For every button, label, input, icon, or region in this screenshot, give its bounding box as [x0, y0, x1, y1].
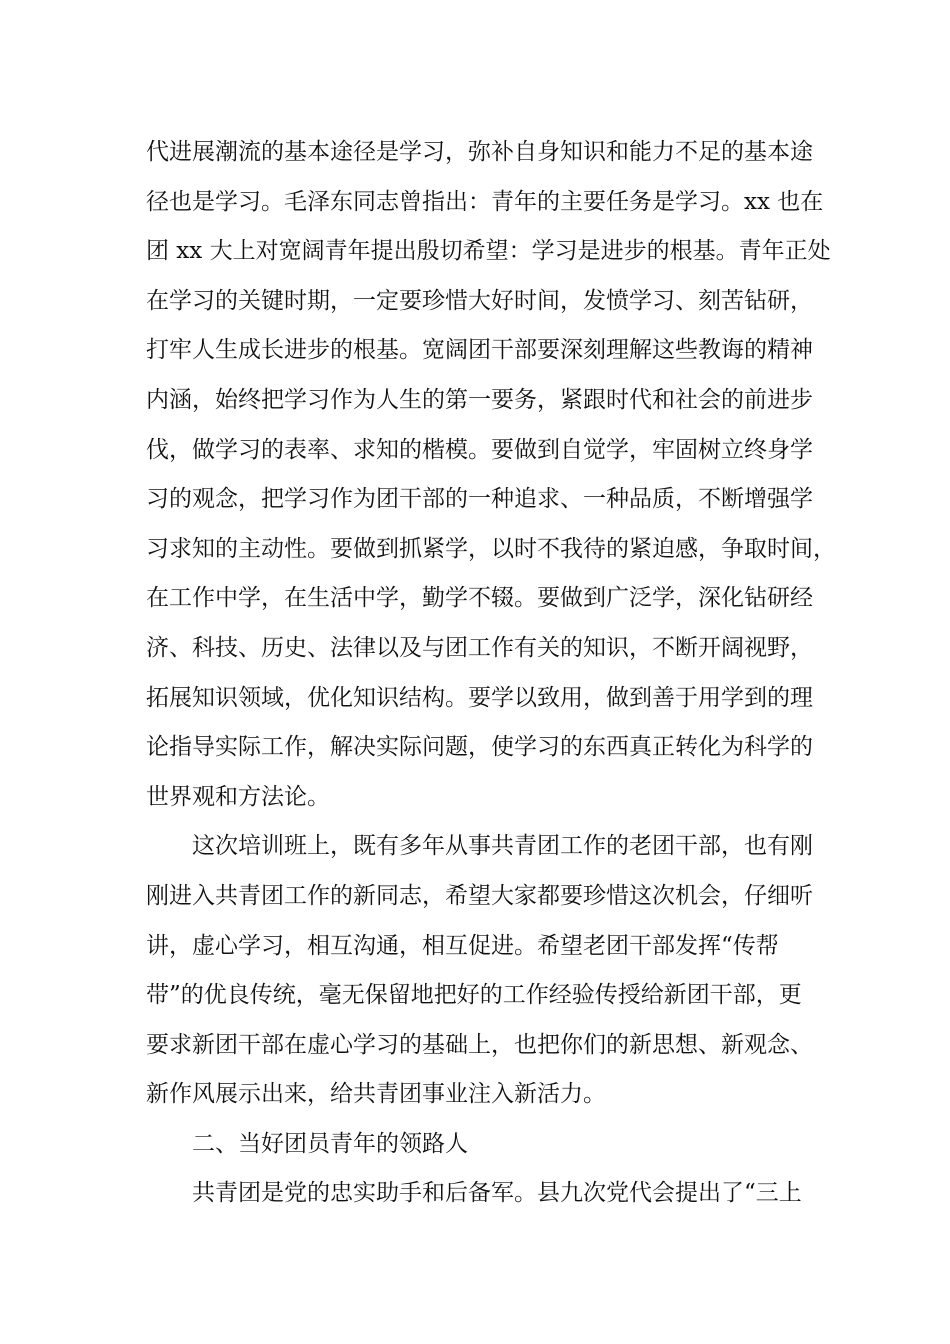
- text-line: 径也是学习。毛泽东同志曾指出：青年的主要任务是学习。xx 也在: [146, 188, 824, 215]
- text-line: 代进展潮流的基本途径是学习，弥补自身知识和能力不足的基本途: [146, 139, 813, 165]
- text-line: 习求知的主动性。要做到抓紧学，以时不我待的紧迫感，争取时间，: [146, 535, 836, 562]
- text-line: 论指导实际工作，解决实际问题，使学习的东西真正转化为科学的: [146, 734, 813, 761]
- text-line: 带”的优良传统，毫无保留地把好的工作经验传授给新团干部，更: [146, 982, 802, 1009]
- text-line: 刚进入共青团工作的新同志，希望大家都要珍惜这次机会，仔细听: [146, 882, 813, 909]
- text-line: 要求新团干部在虚心学习的基础上，也把你们的新思想、新观念、: [146, 1031, 813, 1058]
- document-body: [146, 128, 836, 1219]
- text-line: 济、科技、历史、法律以及与团工作有关的知识，不断开阔视野，: [146, 634, 813, 661]
- section-heading: 二、当好团员青年的领路人: [192, 1130, 468, 1157]
- text-line: 伐，做学习的表率、求知的楷模。要做到自觉学，牢固树立终身学: [146, 436, 813, 463]
- text-line: 拓展知识领域，优化知识结构。要学以致用，做到善于用学到的理: [146, 684, 813, 711]
- text-line: 内涵，始终把学习作为人生的第一要务，紧跟时代和社会的前进步: [146, 386, 813, 413]
- text-line: 在学习的关键时期，一定要珍惜大好时间，发愤学习、刻苦钻研，: [146, 287, 813, 314]
- text-line: 习的观念，把学习作为团干部的一种追求、一种品质，不断增强学: [146, 486, 813, 513]
- text-line: 在工作中学，在生活中学，勤学不辍。要做到广泛学，深化钻研经: [146, 585, 813, 612]
- text-line: 打牢人生成长进步的根基。宽阔团干部要深刻理解这些教诲的精神: [146, 337, 813, 364]
- text-line: 世界观和方法论。: [146, 783, 330, 810]
- paragraph-first-line: 共青团是党的忠实助手和后备军。县九次党代会提出了“三上: [192, 1180, 802, 1207]
- text-line: 讲，虚心学习，相互沟通，相互促进。希望老团干部发挥“传帮: [146, 932, 779, 959]
- text-line: 团 xx 大上对宽阔青年提出殷切希望：学习是进步的根基。青年正处: [146, 238, 831, 265]
- text-line: 新作风展示出来，给共青团事业注入新活力。: [146, 1081, 606, 1108]
- paragraph-first-line: 这次培训班上，既有多年从事共青团工作的老团干部，也有刚: [192, 833, 813, 860]
